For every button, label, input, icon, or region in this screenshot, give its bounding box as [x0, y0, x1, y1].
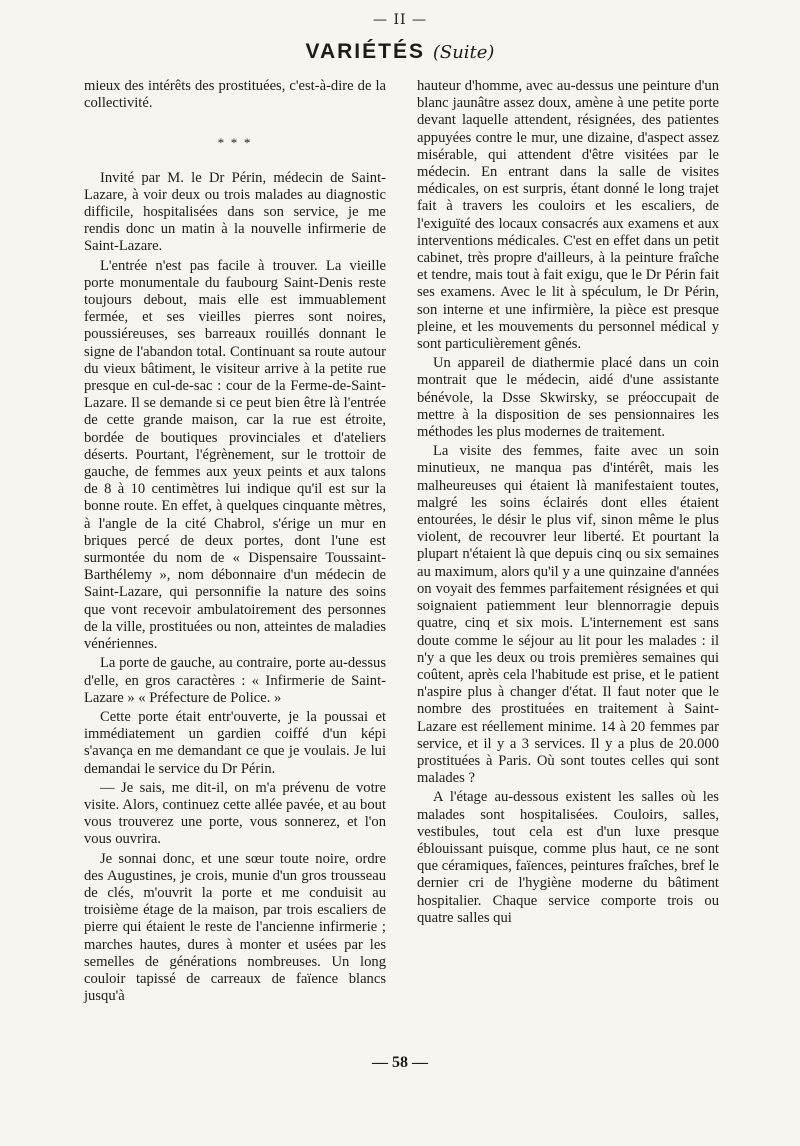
section-title [0, 40, 800, 64]
left-column [84, 78, 386, 1005]
paragraph: hauteur d'homme, avec au-dessus une peinture d'un blanc jaunâtre assez doux, amène à une petite porte devant laquelle attendent, résignées, des patientes appuyées contre le mur, une dizaine, d'aspect assez misérable, qui attendent d'être visitées par le médecin. En entrant dans la salle de visites médicales, on est surpris, étant donné le long trajet fait à travers les couloirs et les escaliers, de l'exiguïté des locaux consacrés aux examens et aux interventions médicales. C'est en effet dans un petit cabinet, très propre d'ailleurs, à la peinture fraîche et tendre, mais tout à fait exigu, que le Dr Périn fait ses examens. Avec le lit à spéculum, le Dr Périn, son interne et une infirmière, la pièce est presque pleine, et les mouvements du personnel médical y sont particulièrement gênés. [417, 78, 719, 353]
paragraph: mieux des intérêts des prostituées, c'est-à-dire de la collectivité. [84, 78, 386, 112]
page-footer-number: — 58 — [372, 1054, 428, 1071]
paragraph: Un appareil de diathermie placé dans un coin montrait que le médecin, aidé d'une assistante bénévole, la Dsse Skwirsky, se préoccupait de mettre à la disposition de ses pensionnaires les méthodes les plus modernes de traitement. [417, 355, 719, 441]
paragraph: Cette porte était entr'ouverte, je la poussai et immédiatement un gardien coiffé d'un képi s'avança en me demandant ce que je voulais. Je lui demandai le service du Dr Périn. [84, 708, 386, 777]
paragraph: La porte de gauche, au contraire, porte au-dessus d'elle, en gros caractères : « Infirmerie de Saint-Lazare » « Préfecture de Police. » [84, 655, 386, 706]
paragraph: L'entrée n'est pas facile à trouver. La vieille porte monumentale du faubourg Saint-Denis reste toujours debout, mais elle est immuablement fermée, et ses vieilles pierres sont noires, poussiéreuses, ses barreaux rouillés donnant le signe de l'abandon total. Continuant sa route autour du vieux bâtiment, le visiteur arrive à la petite rue presque en cul-de-sac : cour de la Ferme-de-Saint-Lazare. Il se demande si ce peut bien être là l'entrée de cette grande maison, car la rue est étroite, bordée de boutiques provinciales et d'ateliers déserts. Pourtant, l'égrènement, sur le trottoir de gauche, de femmes aux yeux peints et aux talons de 8 à 10 centimètres lui indique qu'il est sur la bonne route. En effet, à quelques cinquante mètres, à l'angle de la cité Chabrol, s'érige un mur en briques percé de deux portes, dont l'une est surmontée du nom de « Dispensaire Toussaint-Barthélemy », nom débonnaire d'un médecin de Saint-Lazare, qui personnifie la nature des soins que vont recevoir ambulatoirement des personnes de la ville, prostituées ou non, atteintes de maladies vénériennes. [84, 257, 386, 653]
paragraph: — Je sais, me dit-il, on m'a prévenu de votre visite. Alors, continuez cette allée pavée, et au bout vous trouverez une porte, vous sonnerez, et l'on vous ouvrira. [84, 779, 386, 848]
paragraph: Invité par M. le Dr Périn, médecin de Saint-Lazare, à voir deux ou trois malades au diagnostic difficile, hospitalisées dans son service, je me rendis donc un matin à la nouvelle infirmerie de Saint-Lazare. [84, 169, 386, 255]
paragraph: Je sonnai donc, et une sœur toute noire, ordre des Augustines, je crois, munie d'un gros trousseau de clés, m'ouvrit la porte et me conduisit au troisième étage de la maison, par trois escaliers de pierre qui étaient le reste de l'ancienne infirmerie ; marches hautes, dures à monter et usées par les semelles de générations nombreuses. Un long couloir tapissé de carreaux de faïence blancs jusqu'à [84, 850, 386, 1005]
page-header-number: — II — [373, 12, 427, 28]
section-separator: * * * [217, 135, 253, 151]
right-column [417, 78, 719, 927]
paragraph: A l'étage au-dessous existent les salles où les malades sont hospitalisées. Couloirs, salles, vestibules, tout cela est d'un luxe presque éblouissant puisque, comme plus haut, ce ne sont que céramiques, faïences, peintures fraîches, bref le dernier cri de l'hygiène moderne du bâtiment hospitalier. Chaque service comporte trois ou quatre salles qui [417, 789, 719, 926]
section-title-text: VARIÉTÉS [305, 40, 425, 63]
section-subtitle: (Suite) [432, 42, 495, 63]
paragraph: La visite des femmes, faite avec un soin minutieux, ne manqua pas d'intérêt, mais les malheureuses qui étaient là manifestaient toutes, malgré les soins éclairés dont elles étaient entourées, le désir le plus vif, sinon même le plus violent, de recouvrer leur liberté. Et pourtant la plupart n'étaient là que depuis cinq ou six semaines au maximum, alors qu'il y a une quinzaine d'années on voyait des femmes parfaitement résignées et qui soignaient patiemment leur blennorragie depuis quatre, cinq et six mois. L'internement est sans doute comme le séjour au lit pour les malades : il n'y a que les deux ou trois premières semaines qui coûtent, après cela l'habitude est prise, et le patient n'aspire plus à changer d'état. Il faut noter que le nombre des prostituées en traitement à Saint-Lazare est réellement minime. 14 à 20 femmes par service, et il y a 3 services. Il y a plus de 20.000 prostituées à Paris. Où sont toutes celles qui sont malades ? [417, 443, 719, 787]
